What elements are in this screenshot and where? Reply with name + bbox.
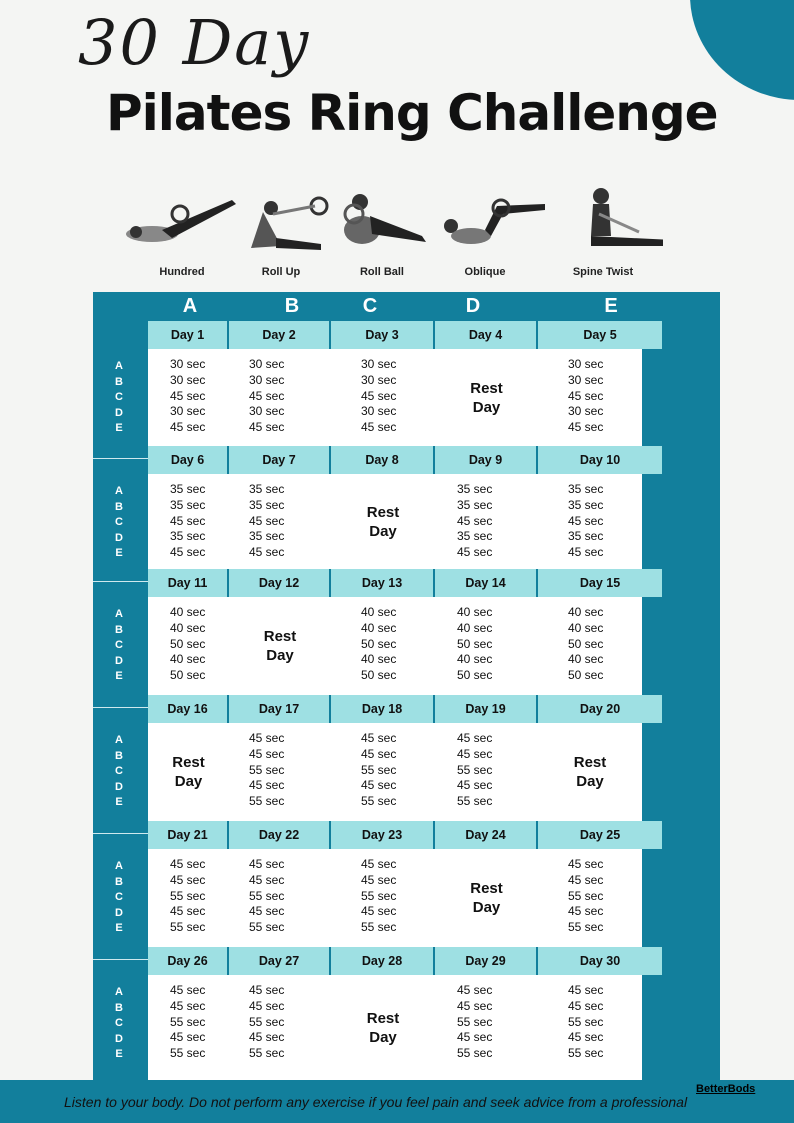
- day-cell: [229, 849, 331, 947]
- rest-day-word: Day: [369, 522, 397, 540]
- set-list: [148, 857, 229, 936]
- side-letter: B: [115, 749, 123, 762]
- set-list: [538, 605, 642, 684]
- rest-day-word: Rest: [470, 379, 503, 397]
- set-duration: 30 sec: [170, 357, 206, 371]
- rest-day-label: [435, 879, 538, 917]
- set-duration: 45 sec: [249, 983, 285, 997]
- week-row: [148, 321, 664, 446]
- set-duration: 45 sec: [568, 904, 604, 919]
- day-header: Day 28: [331, 947, 435, 975]
- rest-day-word: Rest: [172, 754, 205, 771]
- page-title: Pilates Ring Challenge: [106, 84, 718, 142]
- exercise-order-letters: [93, 985, 145, 1063]
- day-cell: [331, 349, 435, 446]
- set-duration: 45 sec: [457, 746, 493, 761]
- set-duration: 45 sec: [170, 904, 206, 919]
- set-duration: 45 sec: [170, 983, 206, 997]
- set-duration: 55 sec: [249, 1014, 285, 1029]
- day-header: Day 26: [148, 947, 229, 975]
- side-letter: E: [115, 796, 123, 809]
- set-duration: 45 sec: [457, 983, 493, 997]
- set-duration: 45 sec: [249, 778, 285, 793]
- title-script: 30 Day: [78, 6, 311, 79]
- set-list: [331, 857, 435, 936]
- set-duration: 45 sec: [249, 746, 285, 761]
- set-duration: 55 sec: [170, 1046, 206, 1061]
- week-separator: [93, 458, 148, 459]
- set-duration: 55 sec: [249, 920, 285, 935]
- side-letter: A: [115, 986, 123, 998]
- side-letter: D: [115, 1032, 123, 1045]
- set-duration: 45 sec: [568, 513, 604, 528]
- set-duration: 35 sec: [249, 482, 285, 496]
- set-duration: 50 sec: [170, 636, 206, 651]
- set-duration: 45 sec: [568, 998, 604, 1013]
- oblique-illustration-icon: [425, 186, 545, 266]
- week-separator: [93, 581, 148, 582]
- day-cell: [331, 474, 435, 569]
- set-list: [538, 482, 642, 561]
- set-duration: 55 sec: [361, 762, 397, 777]
- set-duration: 45 sec: [361, 872, 397, 887]
- set-duration: 30 sec: [249, 404, 285, 419]
- exercise-label: Oblique: [464, 266, 506, 278]
- day-header: Day 12: [229, 569, 331, 597]
- day-header: Day 9: [435, 446, 538, 474]
- day-header: Day 14: [435, 569, 538, 597]
- set-duration: 55 sec: [568, 888, 604, 903]
- set-duration: 40 sec: [568, 652, 604, 667]
- day-cell: [331, 723, 435, 821]
- day-header: Day 1: [148, 321, 229, 349]
- rest-day-word: Rest: [470, 880, 503, 897]
- set-duration: 45 sec: [568, 545, 604, 560]
- set-duration: 35 sec: [249, 497, 285, 512]
- day-header: Day 13: [331, 569, 435, 597]
- set-duration: 45 sec: [170, 872, 206, 887]
- day-header: Day 19: [435, 695, 538, 723]
- set-duration: 45 sec: [568, 857, 604, 871]
- day-cell: [331, 849, 435, 947]
- exercise-order-letters: [93, 859, 145, 937]
- set-duration: 45 sec: [249, 388, 285, 403]
- set-duration: 30 sec: [249, 372, 285, 387]
- side-letter: D: [115, 780, 123, 793]
- spine-twist-illustration-icon: [543, 186, 663, 266]
- rest-day-label: [331, 1009, 435, 1047]
- week-row: [148, 821, 664, 947]
- set-duration: 45 sec: [568, 1030, 604, 1045]
- set-duration: 55 sec: [361, 888, 397, 903]
- set-list: [538, 857, 642, 936]
- set-list: [435, 482, 538, 561]
- exercise-label: Roll Ball: [359, 266, 404, 278]
- day-header: Day 5: [538, 321, 664, 349]
- rest-day-label: [229, 627, 331, 665]
- day-cell: [435, 975, 538, 1080]
- exercise-spine-twist: [543, 186, 663, 282]
- set-list: [229, 857, 331, 936]
- rest-day-word: Day: [472, 899, 501, 916]
- rest-day-word: Rest: [366, 503, 400, 521]
- set-duration: 45 sec: [249, 731, 285, 745]
- day-cell: [229, 349, 331, 446]
- rest-day-word: Rest: [263, 628, 297, 645]
- side-letter: B: [115, 623, 123, 636]
- rest-day-word: Day: [266, 647, 294, 664]
- day-header: Day 15: [538, 569, 664, 597]
- set-list: [148, 983, 229, 1062]
- rest-day-label: [538, 753, 642, 791]
- set-duration: 35 sec: [457, 482, 493, 496]
- set-duration: 55 sec: [457, 762, 493, 777]
- set-duration: 30 sec: [361, 372, 397, 387]
- side-letter: B: [115, 375, 123, 388]
- side-letter: E: [115, 1048, 123, 1061]
- set-list: [331, 731, 435, 810]
- set-duration: 45 sec: [170, 545, 206, 560]
- day-header: Day 22: [229, 821, 331, 849]
- day-cell: [538, 723, 642, 821]
- set-duration: 45 sec: [568, 872, 604, 887]
- set-duration: 35 sec: [249, 529, 285, 544]
- set-duration: 45 sec: [568, 388, 604, 403]
- side-letter: C: [115, 765, 123, 778]
- set-duration: 45 sec: [249, 904, 285, 919]
- rest-day-word: Day: [472, 398, 501, 416]
- set-duration: 40 sec: [361, 620, 397, 635]
- day-header: Day 20: [538, 695, 664, 723]
- set-duration: 45 sec: [249, 872, 285, 887]
- set-duration: 45 sec: [361, 904, 397, 919]
- set-duration: 45 sec: [457, 545, 493, 560]
- set-list: [229, 482, 331, 561]
- day-cell: [148, 474, 229, 569]
- side-letter: D: [115, 531, 123, 544]
- set-duration: 40 sec: [361, 652, 397, 667]
- set-duration: 45 sec: [170, 1030, 206, 1045]
- column-letter-a: A: [182, 295, 198, 317]
- day-cell: [148, 723, 229, 821]
- set-list: [229, 983, 331, 1062]
- side-letter: E: [115, 547, 123, 560]
- day-cell: [229, 723, 331, 821]
- set-duration: 45 sec: [249, 545, 285, 560]
- day-cell: [148, 849, 229, 947]
- exercise-label: Spine Twist: [572, 266, 634, 278]
- set-duration: 30 sec: [361, 357, 397, 371]
- side-letter: A: [115, 608, 123, 620]
- day-cell: [148, 349, 229, 446]
- set-duration: 45 sec: [170, 388, 206, 403]
- column-letter-c: C: [362, 295, 378, 317]
- week-row: [148, 695, 664, 821]
- column-letter-b: B: [284, 295, 300, 317]
- side-letter: D: [115, 406, 123, 419]
- day-cell: [435, 349, 538, 446]
- rest-day-word: Rest: [366, 1009, 400, 1027]
- exercise-oblique: [425, 186, 545, 282]
- day-cell: [331, 975, 435, 1080]
- set-list: [148, 605, 229, 684]
- set-duration: 45 sec: [568, 420, 604, 435]
- day-header: Day 16: [148, 695, 229, 723]
- set-duration: 50 sec: [568, 636, 604, 651]
- side-letter: A: [115, 860, 123, 872]
- set-duration: 35 sec: [457, 497, 493, 512]
- set-duration: 30 sec: [170, 372, 206, 387]
- set-list: [538, 357, 642, 436]
- set-list: [435, 731, 538, 810]
- day-header: Day 4: [435, 321, 538, 349]
- set-duration: 55 sec: [457, 1014, 493, 1029]
- side-letter: C: [115, 639, 123, 652]
- side-letter: A: [115, 360, 123, 372]
- day-cell: [148, 975, 229, 1080]
- set-list: [148, 482, 229, 561]
- set-duration: 55 sec: [568, 920, 604, 935]
- set-duration: 45 sec: [249, 998, 285, 1013]
- day-cell: [435, 597, 538, 695]
- set-duration: 45 sec: [361, 420, 397, 435]
- day-header: Day 29: [435, 947, 538, 975]
- exercise-label: Roll Up: [261, 266, 301, 278]
- side-letter: A: [115, 485, 123, 497]
- day-header: Day 8: [331, 446, 435, 474]
- side-letter: E: [115, 670, 123, 683]
- set-duration: 45 sec: [170, 857, 206, 871]
- day-header: Day 3: [331, 321, 435, 349]
- set-duration: 45 sec: [249, 1030, 285, 1045]
- side-letter: C: [115, 391, 123, 404]
- day-header: Day 23: [331, 821, 435, 849]
- set-duration: 45 sec: [361, 731, 397, 745]
- set-duration: 40 sec: [457, 652, 493, 667]
- day-header: Day 25: [538, 821, 664, 849]
- week-row: [148, 569, 664, 695]
- day-header: Day 2: [229, 321, 331, 349]
- set-list: [331, 605, 435, 684]
- set-duration: 35 sec: [568, 482, 604, 496]
- set-duration: 50 sec: [457, 636, 493, 651]
- day-cell: [435, 723, 538, 821]
- set-duration: 40 sec: [568, 620, 604, 635]
- column-letter-d: D: [465, 295, 481, 317]
- set-duration: 45 sec: [170, 420, 206, 435]
- side-letter: B: [115, 875, 123, 888]
- set-list: [435, 605, 538, 684]
- rest-day-word: Rest: [573, 754, 607, 771]
- day-cell: [435, 474, 538, 569]
- set-duration: 50 sec: [170, 668, 206, 683]
- set-duration: 35 sec: [568, 497, 604, 512]
- set-duration: 30 sec: [249, 357, 285, 371]
- exercise-order-letters: [93, 733, 145, 811]
- week-row: [148, 446, 664, 569]
- day-header: Day 6: [148, 446, 229, 474]
- rest-day-word: Day: [369, 1028, 397, 1046]
- set-duration: 55 sec: [568, 1046, 604, 1061]
- set-duration: 50 sec: [568, 668, 604, 683]
- brand-link[interactable]: BetterBods: [696, 1083, 756, 1095]
- day-cell: [538, 849, 642, 947]
- set-duration: 30 sec: [568, 372, 604, 387]
- set-duration: 55 sec: [249, 794, 285, 809]
- day-header: Day 11: [148, 569, 229, 597]
- exercise-order-letters: [93, 484, 145, 562]
- rest-day-label: [331, 503, 435, 541]
- set-list: [148, 357, 229, 436]
- day-cell: [538, 474, 642, 569]
- side-letter: E: [115, 422, 123, 435]
- week-separator: [93, 833, 148, 834]
- set-duration: 30 sec: [361, 404, 397, 419]
- day-cell: [331, 597, 435, 695]
- set-duration: 40 sec: [457, 605, 493, 619]
- day-header: Day 24: [435, 821, 538, 849]
- set-duration: 45 sec: [568, 983, 604, 997]
- set-list: [229, 731, 331, 810]
- day-header: Day 7: [229, 446, 331, 474]
- set-duration: 40 sec: [170, 605, 206, 619]
- set-duration: 55 sec: [361, 920, 397, 935]
- day-cell: [229, 474, 331, 569]
- set-duration: 40 sec: [170, 620, 206, 635]
- set-duration: 50 sec: [457, 668, 493, 683]
- set-duration: 40 sec: [568, 605, 604, 619]
- exercise-order-letters: [93, 359, 145, 437]
- day-header: Day 10: [538, 446, 664, 474]
- set-duration: 45 sec: [457, 998, 493, 1013]
- set-list: [229, 357, 331, 436]
- set-duration: 45 sec: [249, 420, 285, 435]
- day-cell: [538, 975, 642, 1080]
- set-duration: 40 sec: [361, 605, 397, 619]
- set-duration: 45 sec: [170, 513, 206, 528]
- set-duration: 45 sec: [361, 778, 397, 793]
- set-duration: 45 sec: [361, 857, 397, 871]
- set-duration: 45 sec: [361, 746, 397, 761]
- set-duration: 45 sec: [457, 731, 493, 745]
- day-cell: [229, 975, 331, 1080]
- disclaimer-text: Listen to your body. Do not perform any exercise if you feel pain and seek advice from a professional: [64, 1094, 688, 1110]
- side-letter: B: [115, 1001, 123, 1014]
- side-letter: C: [115, 1017, 123, 1030]
- day-header: Day 21: [148, 821, 229, 849]
- day-cell: [538, 349, 642, 446]
- exercise-label: Hundred: [159, 266, 205, 278]
- set-duration: 55 sec: [170, 1014, 206, 1029]
- set-duration: 45 sec: [457, 1030, 493, 1045]
- day-cell: [538, 597, 642, 695]
- rest-day-label: [148, 753, 229, 791]
- set-duration: 40 sec: [457, 620, 493, 635]
- side-letter: E: [115, 922, 123, 935]
- set-duration: 45 sec: [249, 857, 285, 871]
- week-row: [148, 947, 664, 1080]
- rest-day-word: Day: [174, 773, 203, 790]
- set-duration: 35 sec: [170, 529, 206, 544]
- set-duration: 45 sec: [361, 388, 397, 403]
- set-duration: 30 sec: [568, 404, 604, 419]
- roll-ball-illustration-icon: [322, 186, 442, 266]
- week-separator: [93, 959, 148, 960]
- set-duration: 55 sec: [170, 920, 206, 935]
- day-cell: [435, 849, 538, 947]
- rest-day-word: Day: [576, 773, 604, 790]
- side-letter: D: [115, 906, 123, 919]
- set-list: [331, 357, 435, 436]
- set-duration: 55 sec: [249, 1046, 285, 1061]
- side-letter: B: [115, 500, 123, 513]
- set-duration: 55 sec: [457, 1046, 493, 1061]
- set-duration: 35 sec: [170, 482, 206, 496]
- set-duration: 45 sec: [457, 778, 493, 793]
- set-duration: 55 sec: [457, 794, 493, 809]
- set-duration: 45 sec: [249, 513, 285, 528]
- set-list: [435, 983, 538, 1062]
- day-cell: [148, 597, 229, 695]
- rest-day-label: [435, 379, 538, 417]
- set-duration: 55 sec: [170, 888, 206, 903]
- set-duration: 30 sec: [170, 404, 206, 419]
- exercise-roll-ball: [322, 186, 442, 282]
- exercise-order-letters: [93, 607, 145, 685]
- set-duration: 55 sec: [249, 762, 285, 777]
- day-header: Day 30: [538, 947, 664, 975]
- side-letter: C: [115, 891, 123, 904]
- week-separator: [93, 707, 148, 708]
- set-duration: 55 sec: [249, 888, 285, 903]
- set-duration: 55 sec: [361, 794, 397, 809]
- set-duration: 35 sec: [170, 497, 206, 512]
- day-cell: [229, 597, 331, 695]
- set-duration: 45 sec: [457, 513, 493, 528]
- set-duration: 50 sec: [361, 668, 397, 683]
- set-duration: 45 sec: [170, 998, 206, 1013]
- column-letter-e: E: [604, 295, 618, 317]
- side-letter: C: [115, 516, 123, 529]
- set-duration: 55 sec: [568, 1014, 604, 1029]
- day-header: Day 27: [229, 947, 331, 975]
- set-list: [538, 983, 642, 1062]
- set-duration: 50 sec: [361, 636, 397, 651]
- set-duration: 35 sec: [568, 529, 604, 544]
- day-header: Day 17: [229, 695, 331, 723]
- side-letter: D: [115, 654, 123, 667]
- set-duration: 30 sec: [568, 357, 604, 371]
- set-duration: 40 sec: [170, 652, 206, 667]
- day-header: Day 18: [331, 695, 435, 723]
- set-duration: 35 sec: [457, 529, 493, 544]
- side-letter: A: [115, 734, 123, 746]
